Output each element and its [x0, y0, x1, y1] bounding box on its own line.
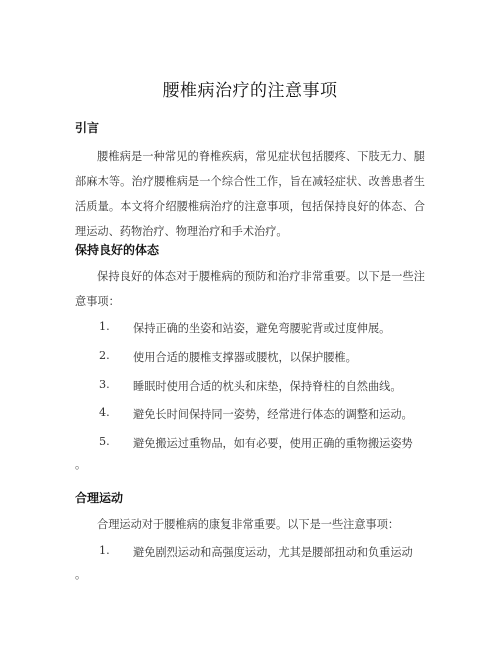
list-item-number: 4. [99, 406, 110, 419]
list-item-text: 睡眠时使用合适的枕头和床垫，保持脊柱的自然曲线。 [133, 380, 402, 393]
list-item-number: 3. [99, 378, 110, 391]
intro-paragraph: 腰椎病是一种常见的脊椎疾病，常见症状包括腰疼、下肢无力、腿部麻木等。治疗腰椎病是一个综合性工作，旨在减轻症状、改善患者生活质量。本文将介绍腰椎病治疗的注意事项，包括保持良好的体态、合理运动、药物治疗、物理治疗和手术治疗。 [75, 150, 425, 238]
list-item [0, 378, 500, 403]
list-item [0, 406, 500, 431]
list-item [0, 349, 500, 374]
exercise-paragraph: 合理运动对于腰椎病的康复非常重要。以下是一些注意事项： [97, 518, 400, 531]
list-item-number: 1. [99, 320, 110, 333]
posture-paragraph: 保持良好的体态对于腰椎病的预防和治疗非常重要。以下是一些注意事项： [75, 270, 425, 308]
list-item [0, 320, 500, 345]
list-item-text: 避免搬运过重物品，如有必要，使用正确的重物搬运姿势 [133, 437, 413, 450]
list-item-number: 2. [99, 349, 110, 362]
list-item-text: 使用合适的腰椎支撑器或腰枕，以保护腰椎。 [133, 351, 357, 364]
section-heading-intro: 引言 [75, 121, 100, 135]
list-item-number: 1. [99, 544, 110, 557]
section-heading-exercise: 合理运动 [75, 491, 124, 505]
list-item-continuation: 。 [75, 458, 87, 471]
document-title: 腰椎病治疗的注意事项 [162, 81, 338, 101]
list-item-text: 避免剧烈运动和高强度运动，尤其是腰部扭动和负重运动 [133, 546, 413, 559]
section-heading-posture: 保持良好的体态 [75, 243, 160, 257]
list-item-text: 保持正确的坐姿和站姿，避免弯腰驼背或过度伸展。 [133, 322, 391, 335]
list-item-number: 5. [99, 435, 110, 448]
list-item-text: 避免长时间保持同一姿势，经常进行体态的调整和运动。 [133, 408, 413, 421]
list-item-continuation: 。 [75, 568, 87, 581]
